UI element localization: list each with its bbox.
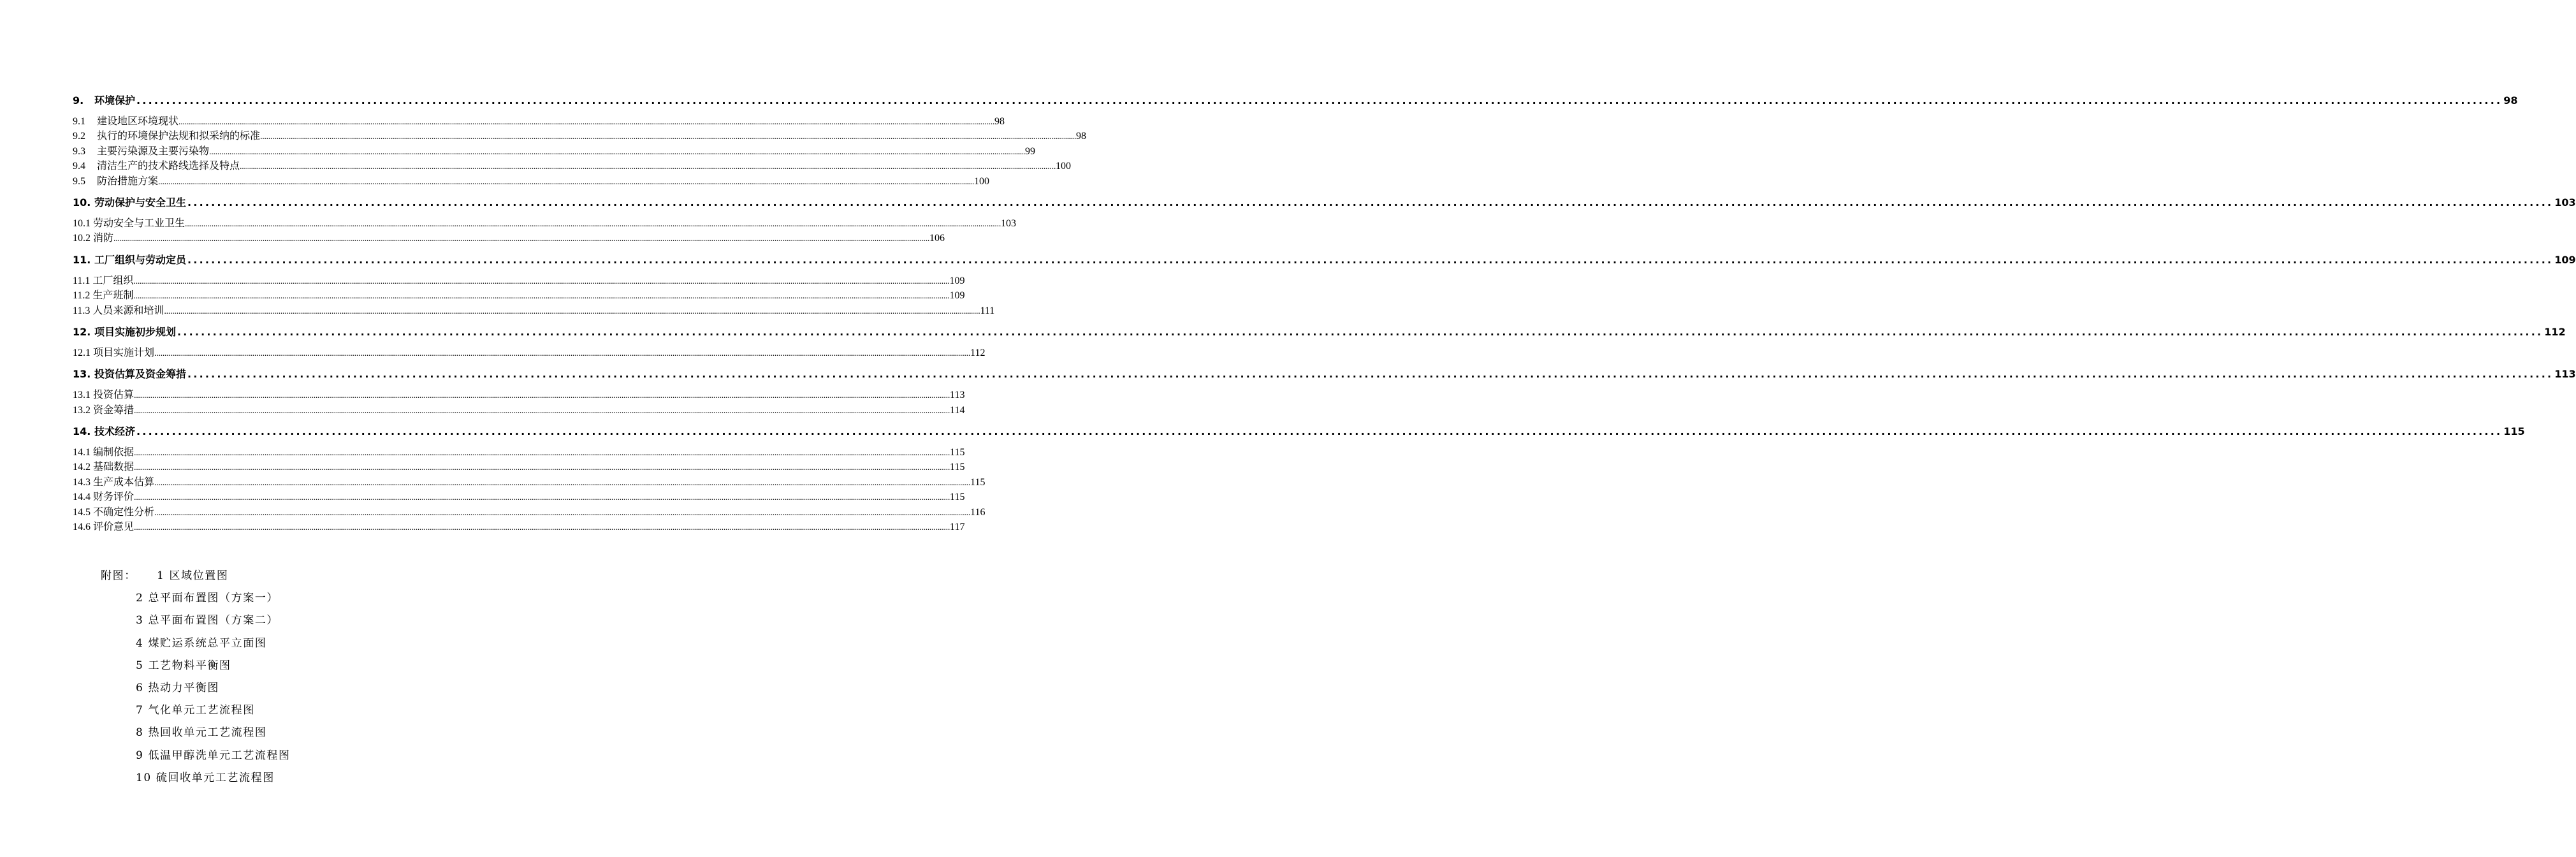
toc-page-number: 103 — [1001, 217, 1017, 229]
toc-subsection-entry[interactable] — [73, 388, 965, 402]
toc-dot-leader: ................................................................................................................................................................................................................................................................................................................................................................................................................ — [136, 425, 2503, 438]
toc-dot-leader: ................................................................................................................................................................................................................................................................................................................................................................................................................ — [154, 508, 971, 518]
toc-section-number: 14. — [73, 425, 91, 438]
toc-subsection-title: 执行的环境保护法规和拟采纳的标准 — [97, 131, 261, 142]
toc-subsection-title-group — [73, 174, 158, 189]
appendix-figure-item — [101, 700, 291, 722]
toc-subsection-number: 12.1 — [73, 347, 91, 358]
toc-section-title: 工厂组织与劳动定员 — [94, 253, 187, 266]
toc-subsection-number: 10.2 — [73, 233, 91, 244]
toc-subsection-title-group — [73, 216, 185, 231]
toc-subsection-entry[interactable] — [73, 144, 1036, 159]
toc-subsection-title-group — [73, 304, 164, 318]
toc-subsection-number: 11.3 — [73, 305, 91, 316]
toc-page-number: 98 — [994, 116, 1005, 127]
toc-section-title: 环境保护 — [94, 94, 136, 106]
toc-subsection-title-group — [73, 231, 113, 245]
toc-dot-leader: ................................................................................................................................................................................................................................................................................................................................................................................................................ — [260, 132, 1077, 142]
toc-dot-leader: ................................................................................................................................................................................................................................................................................................................................................................................................................ — [154, 478, 971, 488]
toc-subsection-title-group — [73, 403, 134, 418]
toc-subsection-entry[interactable] — [73, 216, 1017, 231]
toc-subsection-number: 9.3 — [73, 145, 85, 157]
toc-dot-leader: ................................................................................................................................................................................................................................................................................................................................................................................................................ — [185, 219, 1001, 229]
toc-page-number: 112 — [2544, 325, 2566, 338]
appendix-figure-title: 硫回收单元工艺流程图 — [156, 771, 275, 784]
toc-page-number: 115 — [2503, 425, 2525, 438]
toc-dot-leader: ................................................................................................................................................................................................................................................................................................................................................................................................................ — [134, 406, 950, 416]
toc-section-heading[interactable] — [73, 195, 2576, 210]
toc-subsection-title: 编制依据 — [93, 447, 135, 458]
appendix-figure-item — [101, 655, 291, 677]
appendix-figure-title: 总平面布置图（方案二） — [148, 614, 279, 627]
toc-page-number: 113 — [2554, 368, 2576, 381]
appendix-figure-number: 8 — [136, 726, 144, 740]
toc-subsection-title-group — [73, 274, 133, 288]
toc-dot-leader: ................................................................................................................................................................................................................................................................................................................................................................................................................ — [136, 94, 2503, 106]
toc-subsection-entry[interactable] — [73, 231, 945, 245]
appendix-figure-title: 低温甲醇洗单元工艺流程图 — [148, 749, 291, 762]
toc-subsection-number: 14.6 — [73, 522, 91, 533]
toc-section-title-group — [73, 367, 186, 381]
toc-subsection-title: 财务评价 — [93, 492, 135, 503]
appendix-figure-item — [101, 565, 291, 587]
appendix-label: 附图： — [101, 569, 136, 582]
toc-section-heading[interactable] — [73, 325, 2566, 339]
toc-subsection-title: 人员来源和培训 — [92, 305, 164, 316]
appendix-figure-title: 工艺物料平衡图 — [148, 659, 231, 672]
appendix-figure-item — [101, 767, 291, 789]
toc-subsection-title: 基础数据 — [93, 462, 135, 473]
toc-subsection-number: 9.4 — [73, 161, 85, 172]
toc-subsection-entry[interactable] — [73, 129, 1087, 143]
toc-page-number: 115 — [970, 476, 986, 488]
toc-page-number: 109 — [2554, 253, 2576, 266]
toc-subsection-title-group — [73, 129, 260, 143]
toc-subsection-title-group — [73, 475, 154, 490]
toc-dot-leader: ................................................................................................................................................................................................................................................................................................................................................................................................................ — [154, 348, 971, 358]
toc-dot-leader: ................................................................................................................................................................................................................................................................................................................................................................................................................ — [164, 306, 980, 316]
toc-page-number: 109 — [949, 290, 965, 302]
appendix-figure-number: 5 — [136, 659, 144, 672]
toc-subsection-title: 项目实施计划 — [93, 347, 155, 358]
toc-dot-leader: ................................................................................................................................................................................................................................................................................................................................................................................................................ — [134, 493, 950, 503]
toc-subsection-entry[interactable] — [73, 174, 990, 189]
toc-subsection-number: 13.1 — [73, 390, 91, 401]
toc-page-number: 116 — [970, 506, 986, 518]
appendix-figure-number: 4 — [136, 636, 144, 650]
toc-section-heading[interactable] — [73, 424, 2525, 439]
toc-subsection-number: 14.1 — [73, 447, 91, 458]
toc-subsection-title-group — [73, 388, 134, 402]
toc-page-number: 111 — [980, 305, 995, 316]
toc-section-number: 10. — [73, 196, 91, 209]
appendix-figure-number: 3 — [136, 614, 144, 627]
toc-section-number: 13. — [73, 368, 91, 381]
toc-subsection-title: 评价意见 — [93, 522, 135, 533]
toc-subsection-title-group — [73, 520, 134, 534]
toc-subsection-entry[interactable] — [73, 445, 965, 460]
toc-subsection-title: 资金筹措 — [93, 404, 135, 416]
appendix-figure-number: 10 — [136, 771, 152, 784]
toc-section-title: 投资估算及资金筹措 — [94, 368, 187, 381]
toc-subsection-title-group — [73, 288, 133, 303]
toc-subsection-entry[interactable] — [73, 520, 965, 534]
appendix-figure-title: 总平面布置图（方案一） — [148, 592, 279, 605]
toc-dot-leader: ................................................................................................................................................................................................................................................................................................................................................................................................................ — [133, 291, 950, 302]
toc-subsection-number: 14.2 — [73, 462, 91, 473]
toc-page-number: 115 — [950, 492, 965, 503]
appendix-figure-number: 7 — [136, 704, 144, 717]
toc-subsection-entry[interactable] — [73, 159, 1072, 173]
table-of-contents — [73, 93, 2576, 534]
toc-section-title-group — [73, 93, 135, 108]
toc-page-number: 109 — [949, 275, 965, 286]
toc-subsection-title-group — [73, 490, 134, 504]
toc-section-heading[interactable] — [73, 253, 2576, 267]
toc-subsection-number: 11.1 — [73, 275, 91, 286]
toc-subsection-number: 9.1 — [73, 116, 85, 127]
toc-subsection-title: 消防 — [93, 233, 114, 244]
appendix-figure-item — [101, 633, 291, 655]
toc-subsection-title-group — [73, 159, 240, 173]
toc-subsection-title: 主要污染源及主要污染物 — [97, 145, 210, 157]
toc-section-title-group — [73, 195, 186, 210]
toc-page-number: 100 — [974, 175, 990, 187]
appendix-figure-title: 煤贮运系统总平立面图 — [148, 636, 267, 650]
toc-subsection-title: 生产成本估算 — [93, 476, 155, 488]
toc-subsection-entry[interactable] — [73, 403, 965, 418]
toc-subsection-entry[interactable] — [73, 274, 965, 288]
appendix-figure-number: 1 — [157, 569, 165, 582]
toc-subsection-entry[interactable] — [73, 114, 1005, 129]
appendix-figure-title: 区域位置图 — [169, 569, 229, 582]
appendix-figure-number: 9 — [136, 749, 144, 762]
appendix-figure-title: 热动力平衡图 — [148, 681, 220, 694]
toc-dot-leader: ................................................................................................................................................................................................................................................................................................................................................................................................................ — [177, 325, 2543, 338]
toc-section-number: 11. — [73, 253, 91, 266]
toc-subsection-number: 10.1 — [73, 217, 91, 229]
toc-subsection-entry[interactable] — [73, 304, 995, 318]
toc-section-heading[interactable] — [73, 367, 2576, 381]
toc-dot-leader: ................................................................................................................................................................................................................................................................................................................................................................................................................ — [158, 177, 975, 187]
appendix-figure-number: 2 — [136, 592, 144, 605]
appendix-figure-list — [101, 565, 291, 789]
toc-page-number: 103 — [2554, 196, 2576, 209]
toc-page-number: 113 — [950, 390, 965, 401]
toc-section-number: 12. — [73, 325, 91, 338]
toc-subsection-title-group — [73, 460, 134, 474]
toc-dot-leader: ................................................................................................................................................................................................................................................................................................................................................................................................................ — [134, 391, 950, 401]
toc-page-number: 106 — [929, 233, 945, 244]
toc-subsection-title: 不确定性分析 — [93, 506, 155, 518]
toc-subsection-title: 工厂组织 — [92, 275, 134, 286]
toc-dot-leader: ................................................................................................................................................................................................................................................................................................................................................................................................................ — [133, 276, 950, 286]
toc-dot-leader: ................................................................................................................................................................................................................................................................................................................................................................................................................ — [134, 463, 950, 473]
toc-subsection-title-group — [73, 346, 154, 360]
toc-subsection-number: 11.2 — [73, 290, 91, 302]
toc-page-number: 112 — [970, 347, 986, 358]
toc-subsection-number: 9.2 — [73, 131, 85, 142]
toc-subsection-number: 9.5 — [73, 175, 85, 187]
toc-subsection-title-group — [73, 114, 178, 129]
toc-subsection-entry[interactable] — [73, 475, 986, 490]
toc-section-title-group — [73, 253, 186, 267]
toc-subsection-title-group — [73, 144, 209, 159]
toc-subsection-entry[interactable] — [73, 288, 965, 303]
toc-subsection-title: 投资估算 — [93, 390, 135, 401]
toc-section-title: 技术经济 — [94, 425, 136, 438]
toc-dot-leader: ................................................................................................................................................................................................................................................................................................................................................................................................................ — [240, 162, 1056, 172]
toc-dot-leader: ................................................................................................................................................................................................................................................................................................................................................................................................................ — [187, 253, 2554, 266]
toc-page-number: 115 — [950, 447, 965, 458]
toc-page-number: 98 — [2503, 94, 2518, 106]
toc-subsection-title: 劳动安全与工业卫生 — [93, 217, 186, 229]
toc-dot-leader: ................................................................................................................................................................................................................................................................................................................................................................................................................ — [134, 448, 950, 458]
appendix-figure-item — [101, 722, 291, 744]
toc-dot-leader: ................................................................................................................................................................................................................................................................................................................................................................................................................ — [134, 523, 950, 533]
toc-group-spacer — [73, 418, 519, 424]
toc-dot-leader: ................................................................................................................................................................................................................................................................................................................................................................................................................ — [209, 147, 1026, 157]
toc-section-title-group — [73, 325, 176, 339]
toc-page-number: 115 — [950, 462, 965, 473]
appendix-figure-title: 气化单元工艺流程图 — [148, 704, 255, 717]
toc-page-number: 99 — [1025, 145, 1036, 157]
toc-group-spacer — [73, 360, 519, 367]
toc-section-title: 项目实施初步规划 — [94, 325, 177, 338]
toc-section-number: 9. — [73, 94, 84, 106]
appendix-figure-item — [101, 610, 291, 632]
toc-subsection-title-group — [73, 505, 154, 520]
toc-section-title: 劳动保护与安全卫生 — [94, 196, 187, 209]
toc-page-number: 114 — [950, 404, 965, 416]
toc-subsection-number: 14.3 — [73, 476, 91, 488]
toc-page-number: 100 — [1056, 161, 1072, 172]
appendix-figure-number: 6 — [136, 681, 144, 694]
toc-subsection-title: 建设地区环境现状 — [97, 116, 179, 127]
toc-subsection-title: 防治措施方案 — [97, 175, 159, 187]
toc-section-heading[interactable] — [73, 93, 2518, 108]
toc-subsection-entry[interactable] — [73, 490, 965, 504]
toc-group-spacer — [73, 318, 519, 325]
toc-subsection-number: 13.2 — [73, 404, 91, 416]
toc-page-number: 117 — [950, 522, 965, 533]
toc-subsection-number: 14.5 — [73, 506, 91, 518]
toc-page-number: 98 — [1076, 131, 1087, 142]
toc-group-spacer — [73, 189, 519, 195]
toc-dot-leader: ................................................................................................................................................................................................................................................................................................................................................................................................................ — [113, 234, 930, 244]
toc-dot-leader: ................................................................................................................................................................................................................................................................................................................................................................................................................ — [187, 368, 2554, 381]
toc-dot-leader: ................................................................................................................................................................................................................................................................................................................................................................................................................ — [187, 196, 2554, 209]
toc-subsection-entry[interactable] — [73, 346, 986, 360]
toc-section-title-group — [73, 424, 135, 439]
appendix-figure-item — [101, 745, 291, 767]
toc-subsection-entry[interactable] — [73, 505, 986, 520]
toc-group-spacer — [73, 246, 519, 253]
appendix-figure-title: 热回收单元工艺流程图 — [148, 726, 267, 740]
appendix-figure-item — [101, 587, 291, 610]
toc-subsection-title-group — [73, 445, 134, 460]
toc-subsection-title: 清洁生产的技术路线选择及特点 — [97, 161, 240, 172]
toc-subsection-entry[interactable] — [73, 460, 965, 474]
appendix-figure-item — [101, 677, 291, 700]
toc-subsection-title: 生产班制 — [92, 290, 134, 302]
toc-subsection-number: 14.4 — [73, 492, 91, 503]
toc-dot-leader: ................................................................................................................................................................................................................................................................................................................................................................................................................ — [178, 117, 995, 127]
